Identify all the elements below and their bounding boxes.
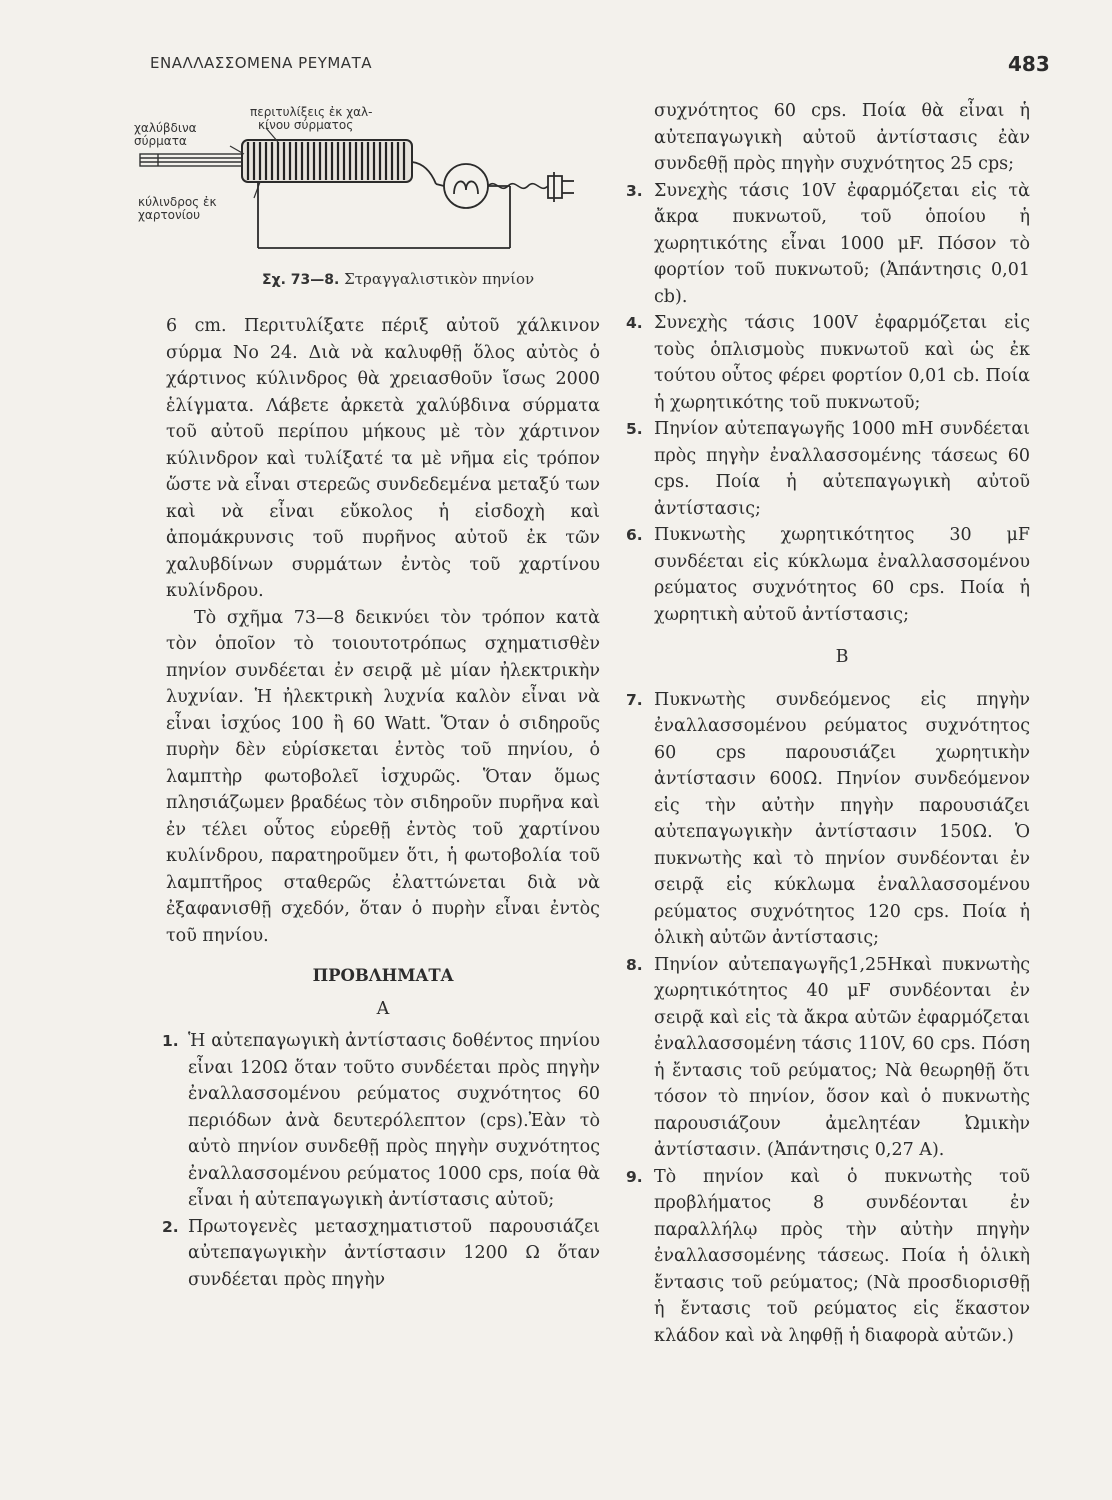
label-steel-wires xyxy=(134,122,197,148)
problem-text: Πρωτογενὲς μετασχηματιστοῦ παρουσιάζει αὐτεπαγωγικὴν ἀντίστασιν 1200 Ω ὅταν συνδέεται πρὸς πηγὴν xyxy=(188,1216,600,1290)
problem-number: 9. xyxy=(626,1167,643,1186)
problem-number: 3. xyxy=(626,181,643,200)
problem-item xyxy=(626,416,1030,522)
problem-item xyxy=(162,1028,600,1214)
problem-item xyxy=(626,310,1030,416)
paragraph-1: 6 cm. Περιτυλίξατε πέριξ αὐτοῦ χάλκινον σύρμα Νο 24. Διὰ νὰ καλυφθῇ ὅλος αὐτὸς ὁ χάρτινος κύλινδρος θὰ χρειασθοῦν ἴσως 2000 ἑλίγματα. Λάβετε ἀρκετὰ χαλύβδινα σύρματα τοῦ αὐτοῦ περίπου μήκους μὲ τὸν χάρτινον κύλινδρον καὶ τυλίξατέ τα μὲ νῆμα εἰς τρόπον ὥστε νὰ εἶναι στερεῶς συνδεδεμένα μεταξύ των καὶ νὰ εἶναι εὔκολος ἡ εἰσδοχὴ καὶ ἀπομάκρυνσις τοῦ πυρῆνος αὐτοῦ ἐκ τῶν χαλυβδίνων συρμάτων ἐντὸς τοῦ χαρτίνου κυλίνδρου. xyxy=(166,316,600,601)
section-b-heading: Β xyxy=(835,647,849,667)
plug-icon xyxy=(548,172,574,202)
problem-text: Συνεχὴς τάσις 10V ἐφαρμόζεται εἰς τὰ ἄκρα πυκνωτοῦ, τοῦ ὁποίου ἡ χωρητικότης εἶναι 1000 μF. Πόσον τὸ φορτίον τοῦ πυκνωτοῦ; (Ἀπάντησις 0,01 cb). xyxy=(654,180,1030,307)
problem-item xyxy=(162,1214,600,1294)
lamp-icon xyxy=(436,164,488,208)
problem-number: 7. xyxy=(626,690,643,709)
problem-text: Συνεχὴς τάσις 100V ἐφαρμόζεται εἰς τοὺς ὁπλισμοὺς πυκνωτοῦ καὶ ὡς ἐκ τούτου οὗτος φέρει φορτίον 0,01 cb. Ποία ἡ χωρητικότης τοῦ πυκνωτοῦ; xyxy=(654,313,1030,413)
left-column xyxy=(162,313,600,1293)
page-number: 483 xyxy=(1008,52,1050,76)
problem-number: 8. xyxy=(626,955,643,974)
paragraph-2: Τὸ σχῆμα 73—8 δεικνύει τὸν τρόπον κατὰ τὸν ὁποῖον τὸ τοιουτοτρόπως σχηματισθὲν πηνίον συνδέεται ἐν σειρᾷ μὲ μίαν ἠλεκτρικὴν λυχνίαν. Ἡ ἠλεκτρικὴ λυχνία καλὸν εἶναι νὰ εἶναι ἰσχύος 100 ἢ 60 Watt. Ὅταν ὁ σιδηροῦς πυρὴν δὲν εὑρίσκεται ἐντὸς τοῦ πηνίου, ὁ λαμπτὴρ φωτοβολεῖ ἰσχυρῶς. Ὅταν ὅμως πλησιάζωμεν βραδέως τὸν σιδηροῦν πυρῆνα καὶ ἐν τέλει οὗτος εὑρεθῇ ἐντὸς τοῦ χαρτίνου κυλίνδρου, παρατηροῦμεν ὅτι, ἡ φωτοβολία τοῦ λαμπτῆρος σταθερῶς ἐλαττώνεται διὰ νὰ ἐξαφανισθῇ σχεδόν, ὅταν ὁ πυρὴν εἶναι ἐντὸς τοῦ πηνίου. xyxy=(166,607,600,946)
problem-number: 1. xyxy=(162,1032,179,1050)
label-paper-cylinder-line1: κύλινδρος ἐκ xyxy=(138,195,217,209)
problem-item xyxy=(626,522,1030,628)
power-cord xyxy=(488,184,548,189)
problems-list-a xyxy=(162,1028,600,1293)
problem-item xyxy=(626,1164,1030,1350)
running-title: ΕΝΑΛΛΑΣΣΟΜΕΝΑ ΡΕΥΜΑΤΑ xyxy=(150,54,372,72)
problem-number: 6. xyxy=(626,526,643,544)
figure-caption xyxy=(262,270,534,288)
problem-item xyxy=(626,952,1030,1164)
label-copper-windings xyxy=(250,106,372,132)
problem-item xyxy=(626,178,1030,311)
label-paper-cylinder xyxy=(138,196,217,222)
problem-text: Πυκνωτὴς συνδεόμενος εἰς πηγὴν ἐναλλασσομένου ρεύματος συχνότητος 60 cps παρουσιάζει χωρητικὴν ἀντίστασιν 600Ω. Πηνίον συνδεόμενον εἰς τὴν αὐτὴν πηγὴν παρουσιάζει αὐτεπαγωγικὴν ἀντίστασιν 150Ω. Ὁ πυκνωτὴς καὶ τὸ πηνίον συνδέονται ἐν σειρᾷ εἰς κύκλωμα ἐναλλασσομένου ρεύματος συχνότητος 120 cps. Ποία ἡ ὁλικὴ αὐτῶν ἀντίστασις; xyxy=(654,689,1030,948)
section-a-heading: Α xyxy=(376,998,390,1019)
label-paper-cylinder-line2: χαρτονίου xyxy=(138,208,201,222)
problem-number: 2. xyxy=(162,1217,179,1236)
label-copper-windings-line1: περιτυλίξεις ἐκ χαλ- xyxy=(250,105,373,119)
problems-heading: ΠΡΟΒΛΗΜΑΤΑ xyxy=(312,966,454,985)
label-steel-wires-line2: σύρματα xyxy=(134,134,187,148)
steel-wires-bundle xyxy=(140,154,244,166)
caption-text: Στραγγαλιστικὸν πηνίον xyxy=(344,270,535,288)
problem-text: Πηνίον αὐτεπαγωγῆς1,25Hκαὶ πυκνωτὴς χωρητικότητος 40 μF συνδέονται ἐν σειρᾷ καὶ εἰς τὰ ἄκρα αὐτῶν ἐφαρμόζεται ἐναλλασσομένη τάσις 110V, 60 cps. Πόση ἡ ἔντασις τοῦ ρεύματος; Νὰ θεωρηθῇ ὅτι τόσον τὸ πηνίον, ὅσον καὶ ὁ πυκνωτὴς παρουσιάζουν ἀμελητέαν Ὠμικὴν ἀντίστασιν. (Ἀπάντησις 0,27 Α). xyxy=(654,954,1030,1160)
label-steel-wires-line1: χαλύβδινα xyxy=(134,121,197,135)
problem-item xyxy=(626,687,1030,952)
caption-number: Σχ. 73—8. xyxy=(262,272,340,288)
continuation-text: συχνότητος 60 cps. Ποία θὰ εἶναι ἡ αὐτεπαγωγικὴ αὐτοῦ ἀντίστασις ἐὰν συνδεθῇ πρὸς πηγὴν συχνότητος 25 cps; xyxy=(654,101,1030,174)
problem-text: Πυκνωτὴς χωρητικότητος 30 μF συνδέεται εἰς κύκλωμα ἐναλλασσομένου ρεύματος συχνότητος 60 cps. Ποία ἡ χωρητικὴ αὐτοῦ ἀντίστασις; xyxy=(654,525,1030,625)
figure-choke-coil xyxy=(134,98,578,288)
problem-number: 4. xyxy=(626,314,643,332)
right-column xyxy=(626,98,1030,1349)
problem-number: 5. xyxy=(626,420,643,438)
problem-text: Τὸ πηνίον καὶ ὁ πυκνωτὴς τοῦ προβλήματος 8 συνδέονται ἐν παραλλήλῳ πρὸς τὴν αὐτὴν πηγὴν ἐναλλασσομένης τάσεως. Ποία ἡ ὁλικὴ ἔντασις τοῦ ρεύματος; (Νὰ προσδιορισθῇ ἡ ἔντασις τοῦ ρεύματος εἰς ἕκαστον κλάδον καὶ νὰ ληφθῇ ἡ διαφορὰ αὐτῶν.) xyxy=(654,1166,1030,1346)
problem-text: Ἡ αὐτεπαγωγικὴ ἀντίστασις δοθέντος πηνίου εἶναι 120Ω ὅταν τοῦτο συνδέεται πρὸς πηγὴν ἐναλλασσομένου ρεύματος συχνότητος 60 περιόδων ἀνὰ δευτερόλεπτον (cps).Ἐὰν τὸ αὐτὸ πηνίον συνδεθῇ πρὸς πηγὴν συχνότητος ἐναλλασσομένου ρεύματος 1000 cps, ποία θὰ εἶναι ἡ αὐτεπαγωγικὴ ἀντίστασις αὐτοῦ; xyxy=(188,1031,600,1210)
coil-windings xyxy=(242,140,412,182)
problem-text: Πηνίον αὐτεπαγωγῆς 1000 mH συνδέεται πρὸς πηγὴν ἐναλλασσομένης τάσεως 60 cps. Ποία ἡ αὐτεπαγωγικὴ αὐτοῦ ἀντίστασις; xyxy=(654,419,1030,519)
label-copper-windings-line2: κίνου σύρματος xyxy=(258,118,354,132)
